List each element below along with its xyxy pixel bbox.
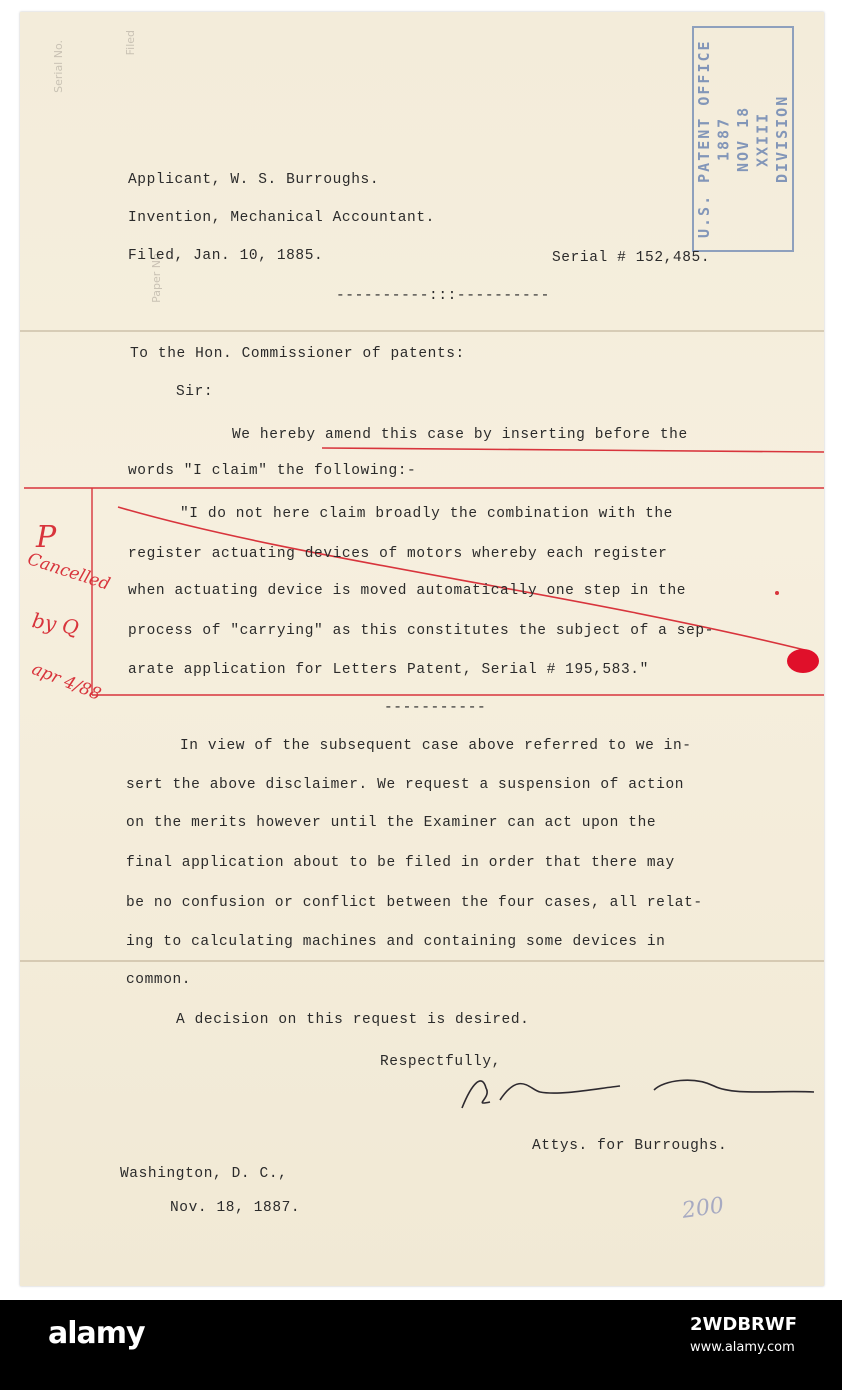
signature [462, 1080, 814, 1108]
applicant-line: Applicant, W. S. Burroughs. [128, 172, 380, 188]
paragraph-line: ing to calculating machines and containing some devices in [126, 934, 666, 950]
paragraph-line: words "I claim" the following:- [128, 463, 417, 479]
salutation: To the Hon. Commissioner of patents: [130, 346, 465, 362]
stamp-line: 1887 [714, 116, 733, 162]
brand-logo: alamy [48, 1316, 145, 1351]
pencil-mark: 200 [680, 1193, 726, 1224]
place-line: Washington, D. C., [120, 1166, 288, 1182]
paragraph-line: We hereby amend this case by inserting before the [232, 427, 688, 443]
image-id: 2WDBRWF [690, 1314, 798, 1335]
quote-line: "I do not here claim broadly the combination with the [180, 506, 673, 522]
paragraph-line: sert the above disclaimer. We request a suspension of action [126, 777, 685, 793]
salutation-sir: Sir: [176, 384, 214, 400]
quote-line: when actuating device is moved automatically one step in the [128, 583, 687, 599]
paragraph-line: on the merits however until the Examiner can act upon the [126, 815, 657, 831]
filed-line: Filed, Jan. 10, 1885. [128, 248, 324, 264]
margin-note: P [36, 520, 57, 555]
attorneys-line: Attys. for Burroughs. [532, 1138, 728, 1154]
ink-dot [775, 591, 779, 595]
ink-blot [787, 649, 819, 673]
margin-note: Cancelled [25, 549, 113, 595]
quote-line: register actuating devices of motors whereby each register [128, 546, 668, 562]
closing: Respectfully, [380, 1054, 501, 1070]
separator: ----------:::---------- [336, 288, 550, 304]
paragraph-line: common. [126, 972, 192, 988]
side-label: Filed [124, 30, 137, 56]
separator: ----------- [384, 700, 487, 716]
site-url: www.alamy.com [690, 1340, 795, 1355]
stamp-line: NOV 18 [734, 105, 753, 173]
side-label: Paper No. [150, 250, 163, 303]
paragraph-line: In view of the subsequent case above referred to we in- [180, 738, 692, 754]
stamp-line: DIVISION [773, 94, 792, 184]
request-line: A decision on this request is desired. [176, 1012, 530, 1028]
side-label: Serial No. [52, 40, 65, 93]
stamp-line: XXIII [753, 111, 772, 167]
invention-line: Invention, Mechanical Accountant. [128, 210, 435, 226]
serial-line: Serial # 152,485. [552, 250, 711, 266]
date-line: Nov. 18, 1887. [170, 1200, 301, 1216]
margin-note: apr 4/88 [28, 659, 104, 705]
quote-line: process of "carrying" as this constitutes the subject of a sep- [128, 623, 714, 639]
margin-note: by Q [30, 608, 81, 640]
underline-mark [322, 448, 824, 452]
paragraph-line: be no confusion or conflict between the four cases, all relat- [126, 895, 703, 911]
quote-line: arate application for Letters Patent, Serial # 195,583." [128, 662, 649, 678]
paragraph-line: final application about to be filed in order that there may [126, 855, 675, 871]
stamp-line: U.S. PATENT OFFICE [694, 39, 713, 239]
